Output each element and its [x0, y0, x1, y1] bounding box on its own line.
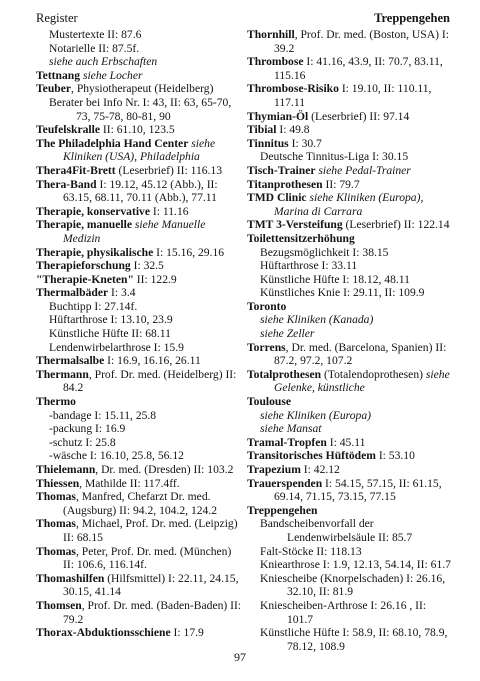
index-headword: TMT 3-Versteifung: [247, 218, 343, 232]
index-entry: [36, 205, 242, 219]
index-headword: Thomas: [36, 544, 76, 558]
index-subentry: Künstliche Hüfte II: 68.11: [49, 327, 171, 341]
index-column-right: [247, 28, 451, 653]
index-locators: I: 17.9: [170, 626, 204, 640]
index-headword: The Philadelphia Hand Center: [36, 136, 189, 150]
index-subentry: -wäsche I: 16.10, 25.8, 56.12: [49, 449, 184, 463]
index-entry: [36, 368, 242, 395]
index-subentry: Künstliche Hüfte I: 18.12, 48.11: [260, 272, 410, 286]
index-cross-reference: siehe Kliniken (Europa), Marina di Carrara: [274, 191, 424, 218]
index-locators: , Prof. Dr. med. (Baden-Baden) II: 79.2: [63, 598, 242, 626]
index-entry: [36, 286, 242, 300]
index-locators: , Physiotherapeut (Heidelberg): [71, 82, 214, 96]
index-headword: TMD Clinic: [247, 191, 307, 205]
index-cross-reference: siehe Pedal-Trainer: [318, 163, 411, 177]
index-headword: Tibial: [247, 123, 277, 137]
index-subentry-reference: siehe Mansat: [260, 422, 322, 436]
index-entry: [247, 395, 451, 409]
index-subentry: Kniescheiben-Arthrose I: 26.16 , II: 101.7: [260, 598, 427, 626]
index-subentry-reference: siehe auch Erbschaften: [49, 55, 158, 69]
index-headword: Thrombose: [247, 55, 304, 69]
index-locators: I: 19.10, II: 110.11, 117.11: [274, 82, 432, 109]
index-headword: Thrombose-Risiko: [247, 82, 339, 96]
index-headword: Thermann: [36, 367, 89, 381]
index-subentry: -schutz I: 25.8: [49, 435, 116, 449]
index-headword: Thiessen: [36, 476, 80, 490]
index-entry: [36, 395, 242, 409]
running-header-right: Treppengehen: [374, 11, 450, 25]
index-entry: [247, 110, 451, 124]
index-subentry: Berater bei Info Nr. I: 43, II: 63, 65-70, 73, 75-78, 80-81, 90: [49, 95, 232, 123]
index-headword: Titanprothesen: [247, 177, 323, 191]
index-locators: I: 42.12: [300, 463, 340, 476]
index-headword: Teuber: [36, 82, 72, 96]
index-headword: Therapie, manuelle: [36, 218, 132, 232]
index-entry: [36, 178, 242, 205]
index-headword: Tettnang: [36, 68, 81, 82]
index-subentry: Mustertexte II: 87.6: [49, 28, 142, 41]
index-entry: [247, 28, 451, 55]
index-entry: [247, 436, 451, 450]
index-headword: Thermo: [36, 395, 76, 409]
index-locators: , Prof. Dr. med. (Heidelberg) II: 84.2: [63, 367, 237, 395]
index-entry: [247, 218, 451, 232]
index-entry: [247, 55, 451, 82]
index-locators: II: 61.10, 123.5: [99, 123, 175, 137]
index-headword: Teufelskralle: [36, 123, 100, 137]
index-locators: II: 122.9: [133, 272, 177, 286]
index-entry: [247, 123, 451, 137]
index-subentry: Bandscheibenvorfall der Lendenwirbelsäule II: 85.7: [260, 517, 413, 544]
index-subentry-reference: siehe Kliniken (Europa): [260, 408, 371, 422]
index-entry: [247, 164, 451, 178]
index-entry: [36, 69, 242, 83]
index-headword: Thomas: [36, 517, 76, 531]
index-headword: Toulouse: [247, 395, 292, 409]
index-headword: Thermalsalbe: [36, 354, 105, 368]
index-subentry: Notarielle II: 87.5f.: [49, 41, 140, 55]
index-locators: I: 32.5: [130, 259, 164, 273]
index-locators: I: 41.16, 43.9, II: 70.7, 83.11, 115.16: [274, 55, 443, 82]
index-subentry: Bezugsmöglichkeit I: 38.15: [260, 245, 389, 259]
index-locators: , Dr. med. (Dresden) II: 103.2: [95, 463, 234, 476]
index-headword: Tinnitus: [247, 136, 289, 150]
running-header-left: Register: [36, 11, 78, 25]
index-subentry: Falt-Stöcke II: 118.13: [260, 544, 362, 558]
index-subentry: Buchtipp I: 27.14f.: [49, 299, 138, 313]
index-locators: I: 3.4: [108, 286, 136, 300]
index-headword: Therapie, physikalische: [36, 245, 154, 259]
index-headword: Thorax-Abduktionsschiene: [36, 626, 171, 640]
index-headword: Therapie, konservative: [36, 204, 150, 218]
index-entry: [36, 123, 242, 137]
index-subentry-reference: siehe Kliniken (Kanada): [260, 313, 374, 327]
index-entry: [36, 545, 242, 572]
index-entry: [36, 259, 242, 273]
index-cross-reference: siehe Kliniken (USA), Philadelphia: [63, 136, 216, 164]
index-headword: Trauerspenden: [247, 476, 323, 490]
index-entry: [36, 137, 242, 164]
index-entry: [247, 82, 451, 109]
index-headword: Thornhill: [247, 28, 295, 41]
index-headword: Thymian-Öl: [247, 109, 309, 123]
index-headword: Thomas: [36, 490, 76, 504]
index-cross-reference: siehe Manuelle Medizin: [63, 218, 206, 245]
index-cross-reference: siehe Locher: [82, 68, 143, 82]
index-locators: I: 54.15, 57.15, II: 61.15, 69.14, 71.15, 73.15, 77.15: [274, 476, 442, 504]
index-entry: [247, 504, 451, 518]
index-subentry: Lendenwirbelarthrose I: 15.9: [49, 340, 184, 354]
index-entry: [247, 178, 451, 192]
index-headword: Thomsen: [36, 598, 82, 612]
index-entry: [247, 368, 451, 395]
index-headword: Treppengehen: [247, 503, 318, 517]
index-headword: Thielemann: [36, 463, 96, 476]
index-locators: (Hilfsmittel) I: 22.11, 24.15, 30.15, 41.14: [63, 571, 239, 599]
index-locators: I: 19.12, 45.12 (Abb.), II: 63.15, 68.11, 70.11 (Abb.), 77.11: [63, 177, 218, 205]
index-cross-reference: siehe Gelenke, künstliche: [274, 367, 450, 395]
index-locators: I: 53.10: [375, 449, 415, 463]
index-locators: I: 30.7: [288, 136, 322, 150]
index-entry: [36, 463, 242, 477]
index-entry: [247, 341, 451, 368]
index-headword: Torrens: [247, 340, 286, 354]
index-subentry: Hüftarthrose I: 13.10, 23.9: [49, 313, 173, 327]
index-headword: Thomashilfen: [36, 571, 105, 585]
page-number: 97: [234, 650, 246, 664]
index-locators: I: 49.8: [276, 123, 310, 137]
index-headword: Therapieforschung: [36, 259, 131, 273]
index-entry: [247, 300, 451, 314]
index-headword: Totalprothesen: [247, 367, 322, 381]
index-locators: (Leserbrief) II: 97.14: [308, 109, 410, 123]
index-subentry: -bandage I: 15.11, 25.8: [49, 408, 157, 422]
index-headword: Thermalbäder: [36, 286, 109, 300]
index-entry: [36, 246, 242, 260]
index-entry: [247, 232, 451, 246]
index-headword: Toilettensitzerhöhung: [247, 231, 355, 245]
index-headword: Toronto: [247, 299, 287, 313]
index-subentry: Hüftarthrose I: 33.11: [260, 259, 358, 273]
index-subentry: Deutsche Tinnitus-Liga I: 30.15: [260, 150, 409, 164]
index-locators: , Prof. Dr. med. (Boston, USA) I: 39.2: [274, 28, 449, 55]
index-entry: [36, 626, 242, 640]
index-entry: [247, 191, 451, 218]
index-entry: [36, 218, 242, 245]
index-entry: [36, 599, 242, 626]
index-locators: I: 16.9, 16.16, 26.11: [104, 354, 201, 368]
index-entry: [247, 137, 451, 151]
index-entry: [247, 449, 451, 463]
index-entry: [247, 463, 451, 477]
index-locators: , Mathilde II: 117.4ff.: [79, 476, 180, 490]
index-subentry-reference: siehe Zeller: [260, 327, 315, 341]
index-locators: (Totalendoprothesen): [321, 367, 423, 381]
index-headword: Trapezium: [247, 463, 301, 476]
index-subentry: Kniearthrose I: 1.9, 12.13, 54.14, II: 61.7: [260, 558, 451, 572]
index-entry: [36, 82, 242, 96]
index-entry: [36, 477, 242, 491]
index-headword: Transitorisches Hüftödem: [247, 449, 376, 463]
index-column-left: [36, 28, 242, 640]
index-subentry: Künstliches Knie I: 29.11, II: 109.9: [260, 286, 425, 300]
index-subentry: -packung I: 16.9: [49, 422, 126, 436]
index-headword: "Therapie-Kneten": [36, 272, 134, 286]
index-headword: Thera4Fit-Brett: [36, 163, 116, 177]
index-entry: [36, 517, 242, 544]
index-entry: [247, 477, 451, 504]
index-entry: [36, 354, 242, 368]
index-entry: [36, 273, 242, 287]
index-headword: Tramal-Tropfen: [247, 435, 327, 449]
index-locators: , Michael, Prof. Dr. med. (Leipzig) II: 68.15: [63, 517, 238, 544]
index-locators: (Leserbrief) II: 116.13: [115, 163, 223, 177]
index-headword: Thera-Band: [36, 177, 97, 191]
index-subentry: Künstliche Hüfte I: 58.9, II: 68.10, 78.9, 78.12, 108.9: [260, 626, 448, 653]
index-locators: II: 79.7: [322, 177, 360, 191]
index-headword: Tisch-Trainer: [247, 163, 316, 177]
index-locators: , Peter, Prof. Dr. med. (München) II: 106.6, 116.14f.: [63, 544, 232, 572]
index-locators: , Manfred, Chefarzt Dr. med. (Augsburg) II: 94.2, 104.2, 124.2: [63, 490, 218, 517]
index-entry: [36, 490, 242, 517]
index-locators: I: 45.11: [326, 435, 366, 449]
index-entry: [36, 572, 242, 599]
index-entry: [36, 164, 242, 178]
index-locators: , Dr. med. (Barcelona, Spanien) II: 87.2, 97.2, 107.2: [274, 340, 447, 368]
index-locators: I: 11.16: [150, 204, 189, 218]
index-locators: I: 15.16, 29.16: [153, 245, 225, 259]
index-locators: (Leserbrief) II: 122.14: [342, 218, 450, 232]
index-subentry: Kniescheibe (Knorpelschaden) I: 26.16, 32.10, II: 81.9: [260, 571, 446, 599]
